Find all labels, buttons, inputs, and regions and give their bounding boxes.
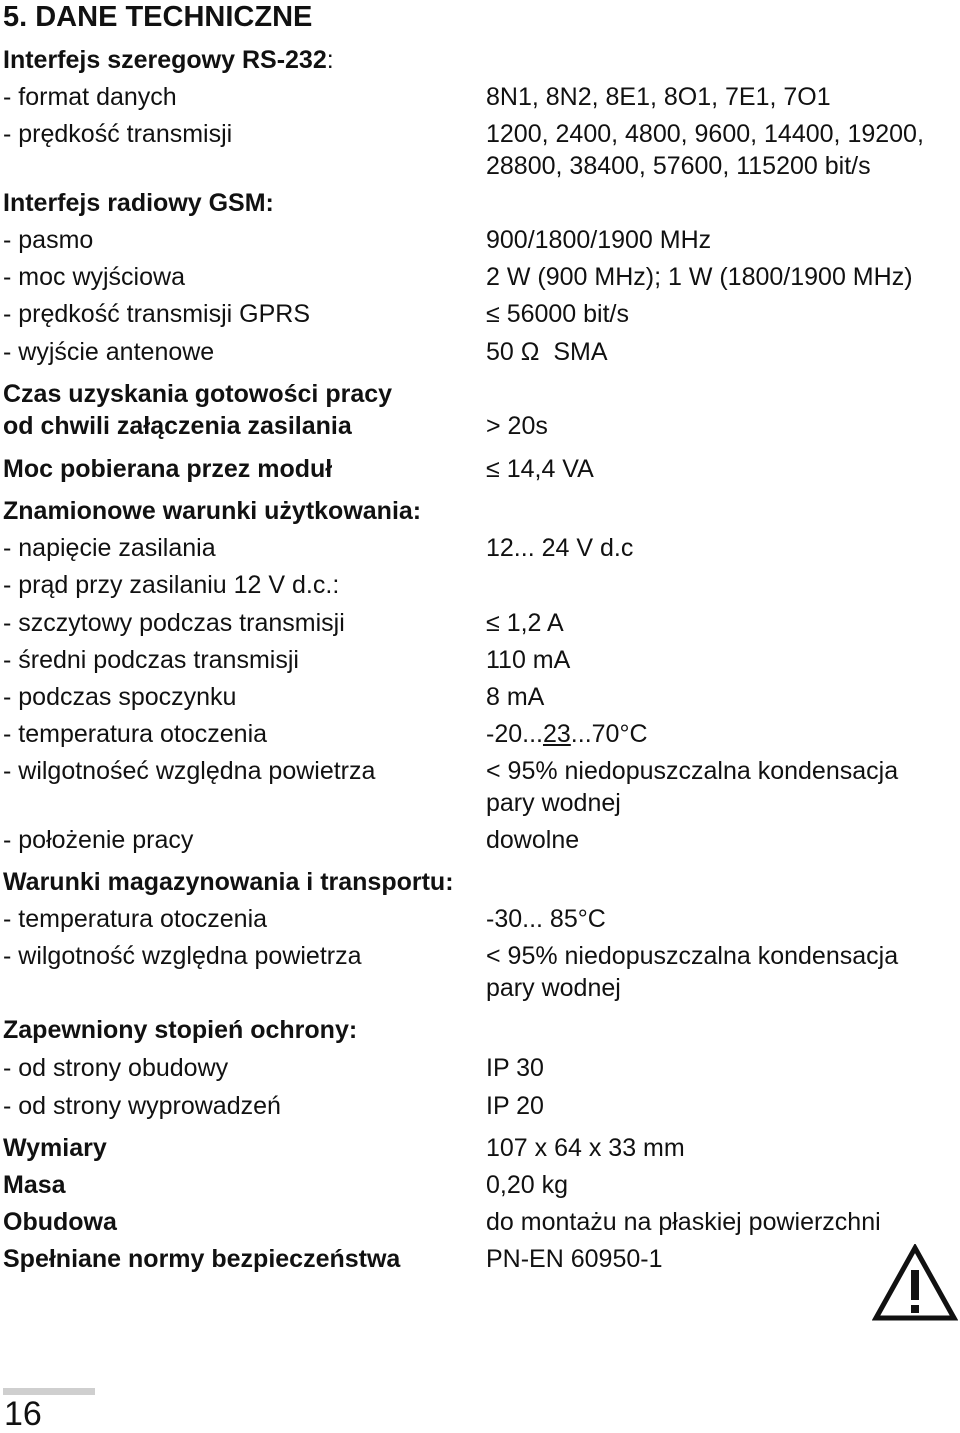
dimensions-label: Wymiary bbox=[3, 1134, 107, 1162]
warning-triangle-icon bbox=[872, 1244, 958, 1322]
prot-terminals-value: IP 20 bbox=[486, 1092, 544, 1120]
safety-label: Spełniane normy bezpieczeństwa bbox=[3, 1245, 401, 1273]
avg-value: 110 mA bbox=[486, 646, 571, 674]
gsm-gprs-value-row bbox=[486, 298, 629, 330]
peak-value: 1,2 A bbox=[506, 609, 564, 637]
dimensions-value: 107 x 64 x 33 mm bbox=[486, 1134, 685, 1162]
rs232-heading-colon: : bbox=[326, 46, 334, 74]
rs232-format-label: - format danych bbox=[3, 83, 177, 111]
op-temp-mid: 23 bbox=[542, 720, 571, 748]
page-number: 16 bbox=[4, 1395, 42, 1433]
mass-label: Masa bbox=[3, 1171, 66, 1199]
st-humidity-label: - wilgotność względna powietrza bbox=[3, 942, 362, 970]
voltage-value: 12... 24 V d.c bbox=[486, 534, 634, 562]
less-equal-icon: ≤ bbox=[486, 609, 500, 637]
mass-value: 0,20 kg bbox=[486, 1171, 569, 1199]
gsm-antenna-value: 50 Ω SMA bbox=[486, 338, 608, 366]
gsm-power-label: - moc wyjściowa bbox=[3, 263, 185, 291]
storage-heading: Warunki magazynowania i transportu: bbox=[3, 868, 454, 896]
gsm-band-value: 900/1800/1900 MHz bbox=[486, 226, 712, 254]
op-temp-post: ...70°C bbox=[570, 720, 648, 748]
gsm-gprs-value: 56000 bit/s bbox=[506, 300, 630, 328]
gsm-gprs-label: - prędkość transmisji GPRS bbox=[3, 300, 311, 328]
power-draw-label: Moc pobierana przez moduł bbox=[3, 455, 333, 483]
rs232-heading-text: Interfejs szeregowy RS-232 bbox=[3, 46, 327, 74]
prot-terminals-label: - od strony wyprowadzeń bbox=[3, 1092, 281, 1120]
op-temp-value bbox=[486, 718, 648, 750]
rs232-format-value: 8N1, 8N2, 8E1, 8O1, 7E1, 7O1 bbox=[486, 83, 831, 111]
gsm-heading: Interfejs radiowy GSM: bbox=[3, 189, 274, 217]
page-title: 5. DANE TECHNICZNE bbox=[3, 1, 313, 33]
op-humidity-value-2: pary wodnej bbox=[486, 789, 621, 817]
less-equal-icon: ≤ bbox=[486, 455, 500, 483]
idle-label: - podczas spoczynku bbox=[3, 683, 237, 711]
position-value: dowolne bbox=[486, 826, 580, 854]
power-draw-value: 14,4 VA bbox=[506, 455, 594, 483]
rs232-speed-value-2: 28800, 38400, 57600, 115200 bit/s bbox=[486, 152, 871, 180]
op-temp-pre: -20... bbox=[486, 720, 543, 748]
st-humidity-value-1: < 95% niedopuszczalna kondensacja bbox=[486, 942, 899, 970]
page-number-bar bbox=[3, 1388, 95, 1395]
gsm-antenna-label: - wyjście antenowe bbox=[3, 338, 215, 366]
ready-label-1: Czas uzyskania gotowości pracy bbox=[3, 380, 393, 408]
st-humidity-value-2: pary wodnej bbox=[486, 974, 621, 1002]
voltage-label: - napięcie zasilania bbox=[3, 534, 216, 562]
gsm-power-value: 2 W (900 MHz); 1 W (1800/1900 MHz) bbox=[486, 263, 913, 291]
operating-heading: Znamionowe warunki użytkowania: bbox=[3, 497, 422, 525]
st-temp-label: - temperatura otoczenia bbox=[3, 905, 268, 933]
op-humidity-value-1: < 95% niedopuszczalna kondensacja bbox=[486, 757, 899, 785]
safety-value: PN-EN 60950-1 bbox=[486, 1245, 663, 1273]
rs232-speed-value-1: 1200, 2400, 4800, 9600, 14400, 19200, bbox=[486, 120, 924, 148]
protection-heading: Zapewniony stopień ochrony: bbox=[3, 1016, 358, 1044]
rs232-speed-label: - prędkość transmisji bbox=[3, 120, 233, 148]
prot-housing-value: IP 30 bbox=[486, 1054, 544, 1082]
peak-value-row bbox=[486, 607, 564, 639]
prot-housing-label: - od strony obudowy bbox=[3, 1054, 229, 1082]
current-label: - prąd przy zasilaniu 12 V d.c.: bbox=[3, 571, 340, 599]
idle-value: 8 mA bbox=[486, 683, 545, 711]
housing-label: Obudowa bbox=[3, 1208, 117, 1236]
ready-value: > 20s bbox=[486, 412, 548, 440]
peak-label: - szczytowy podczas transmisji bbox=[3, 609, 345, 637]
avg-label: - średni podczas transmisji bbox=[3, 646, 299, 674]
power-draw-value-row bbox=[486, 453, 594, 485]
gsm-band-label: - pasmo bbox=[3, 226, 94, 254]
st-temp-value: -30... 85°C bbox=[486, 905, 606, 933]
position-label: - położenie pracy bbox=[3, 826, 194, 854]
ready-label-2: od chwili załączenia zasilania bbox=[3, 412, 352, 440]
rs232-heading bbox=[3, 44, 334, 76]
less-equal-icon: ≤ bbox=[486, 300, 500, 328]
op-temp-label: - temperatura otoczenia bbox=[3, 720, 268, 748]
op-humidity-label: - wilgotnośeć względna powietrza bbox=[3, 757, 376, 785]
housing-value: do montażu na płaskiej powierzchni bbox=[486, 1208, 881, 1236]
